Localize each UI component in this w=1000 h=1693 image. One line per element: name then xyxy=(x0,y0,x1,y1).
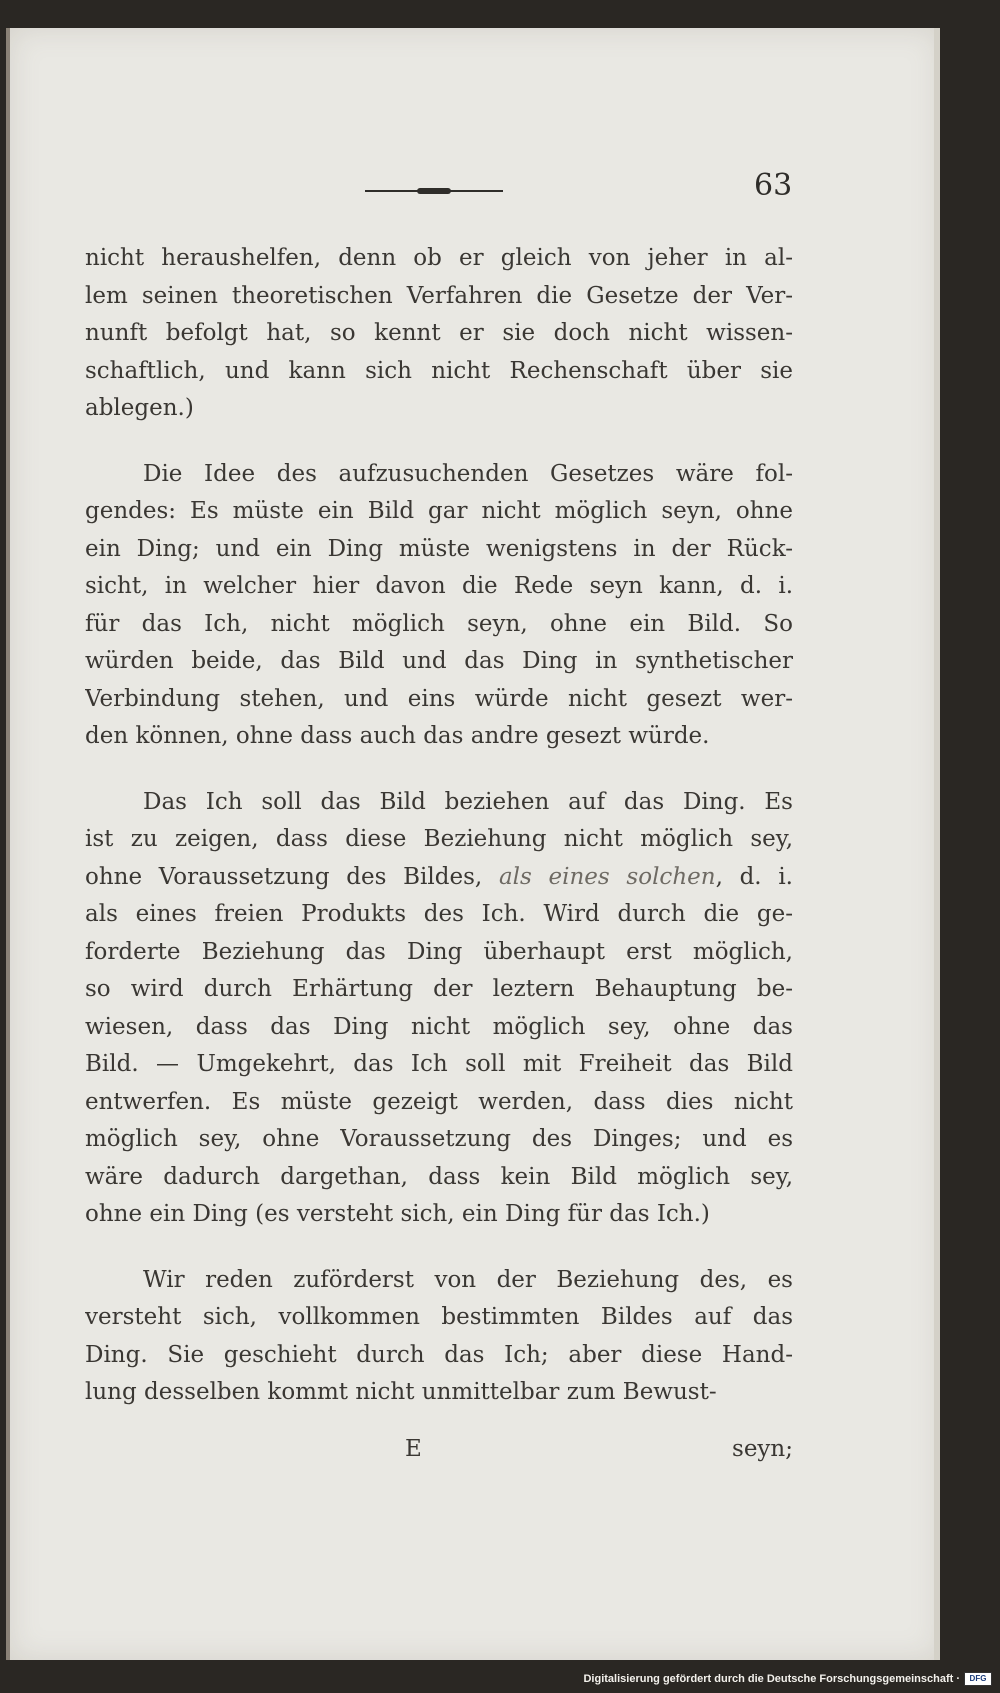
text-line: lem seinen theoretischen Verfahren die Gesetze der Ver- xyxy=(85,282,793,309)
text-line: so wird durch Erhärtung der leztern Behauptung be- xyxy=(85,976,793,1002)
paragraph xyxy=(85,1262,793,1412)
catchword: seyn; xyxy=(732,1436,793,1462)
text-line: ohne ein Ding (es versteht sich, ein Ding für das Ich.) xyxy=(85,1201,710,1227)
page-footer xyxy=(85,1436,793,1476)
credit-text: Digitalisierung gefördert durch die Deutsche Forschungsgemeinschaft · xyxy=(583,1673,960,1685)
text-line: wiesen, dass das Ding nicht möglich sey, ohne das xyxy=(85,1013,793,1040)
text-line: als eines freien Produkts des Ich. Wird durch die ge- xyxy=(85,901,793,927)
text-line: Wir reden zuförderst von der Beziehung des, es xyxy=(143,1266,793,1293)
paragraph xyxy=(85,784,793,1234)
dfg-logo-icon: DFG xyxy=(964,1672,992,1686)
running-header xyxy=(10,168,940,218)
digitization-credit xyxy=(583,1671,992,1687)
text-line: Verbindung stehen, und eins würde nicht gesezt wer- xyxy=(85,685,793,712)
text-line: ohne Voraussetzung des Bildes, als eines solchen, d. i. xyxy=(85,863,793,890)
header-ornament-rule xyxy=(365,190,503,192)
text-line: für das Ich, nicht möglich seyn, ohne ein Bild. So xyxy=(85,610,793,637)
page-edge xyxy=(934,28,940,1660)
text-line: entwerfen. Es müste gezeigt werden, dass dies nicht xyxy=(85,1088,793,1115)
text-line: nicht heraushelfen, denn ob er gleich von jeher in al- xyxy=(85,245,793,271)
page-number: 63 xyxy=(754,168,793,203)
text-line: würden beide, das Bild und das Ding in synthetischer xyxy=(85,648,793,674)
text-line: versteht sich, vollkommen bestimmten Bildes auf das xyxy=(85,1304,793,1330)
paragraph xyxy=(85,240,793,428)
text-line: Die Idee des aufzusuchenden Gesetzes wäre fol- xyxy=(143,460,793,487)
text-line: ablegen.) xyxy=(85,395,194,421)
text-line: wäre dadurch dargethan, dass kein Bild möglich sey, xyxy=(85,1163,793,1190)
text-line: lung desselben kommt nicht unmittelbar zum Bewust- xyxy=(85,1379,717,1405)
text-line: nunft befolgt hat, so kennt er sie doch nicht wissen- xyxy=(85,320,793,346)
signature-mark: E xyxy=(405,1436,422,1462)
text-line: Das Ich soll das Bild beziehen auf das Ding. Es xyxy=(143,788,793,815)
emphasized-text: als eines solchen xyxy=(498,863,716,890)
text-line: gendes: Es müste ein Bild gar nicht möglich seyn, ohne xyxy=(85,498,793,524)
text-line: forderte Beziehung das Ding überhaupt erst möglich, xyxy=(85,938,793,965)
text-line: ist zu zeigen, dass diese Beziehung nicht möglich sey, xyxy=(85,826,793,852)
paragraph xyxy=(85,456,793,756)
text-line: den können, ohne dass auch das andre gesezt würde. xyxy=(85,723,710,749)
body-text xyxy=(85,240,793,1412)
text-line: schaftlich, und kann sich nicht Rechenschaft über sie xyxy=(85,357,793,384)
text-line: Bild. — Umgekehrt, das Ich soll mit Freiheit das Bild xyxy=(85,1051,793,1077)
text-line: Ding. Sie geschieht durch das Ich; aber diese Hand- xyxy=(85,1341,793,1368)
book-page xyxy=(6,28,940,1660)
text-line: sicht, in welcher hier davon die Rede seyn kann, d. i. xyxy=(85,573,793,599)
text-line: ein Ding; und ein Ding müste wenigstens in der Rück- xyxy=(85,535,793,562)
text-line: möglich sey, ohne Voraussetzung des Dinges; und es xyxy=(85,1126,793,1152)
